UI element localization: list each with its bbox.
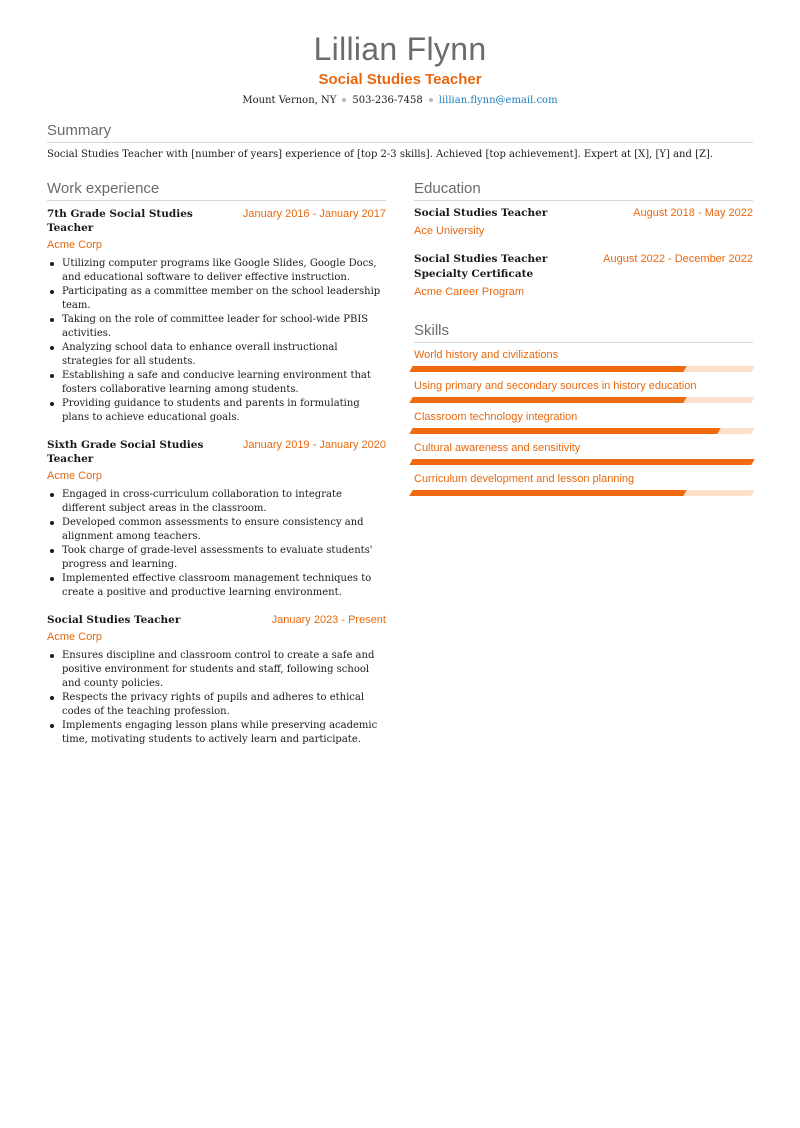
list-item: Engaged in cross-curriculum collaboration to integrate different subject areas in the classroom. xyxy=(47,488,386,516)
job-title: 7th Grade Social Studies Teacher xyxy=(47,208,193,234)
skill-item xyxy=(414,470,753,496)
skill-level-bar xyxy=(411,428,753,434)
skills-heading: Skills xyxy=(414,321,753,343)
education-school: Ace University xyxy=(414,225,485,237)
separator-dot-icon xyxy=(429,98,433,102)
right-column xyxy=(414,179,753,496)
work-experience-section xyxy=(47,179,386,747)
skill-item xyxy=(414,346,753,372)
resume-header xyxy=(0,30,800,108)
skill-name: World history and civilizations xyxy=(414,349,559,361)
job-company: Acme Corp xyxy=(47,470,103,482)
skill-item xyxy=(414,439,753,465)
list-item: Taking on the role of committee leader for school-wide PBIS activities. xyxy=(47,313,386,341)
contact-line xyxy=(0,94,800,108)
location-text: Mount Vernon, NY xyxy=(242,95,337,106)
list-item: Developed common assessments to ensure consistency and alignment among teachers. xyxy=(47,516,386,544)
skill-level-fill xyxy=(409,428,720,434)
separator-dot-icon xyxy=(342,98,346,102)
list-item: Establishing a safe and conducive learning environment that fosters collaborative learning among students. xyxy=(47,369,386,397)
education-dates: August 2018 - May 2022 xyxy=(633,207,753,219)
job-dates: January 2023 - Present xyxy=(271,614,386,626)
skill-name: Curriculum development and lesson planning xyxy=(414,473,635,485)
skill-item xyxy=(414,408,753,434)
skill-item xyxy=(414,377,753,403)
education-entry xyxy=(414,252,753,299)
summary-section xyxy=(47,121,753,162)
skill-level-fill xyxy=(409,459,754,465)
work-experience-heading: Work experience xyxy=(47,179,386,201)
candidate-title: Social Studies Teacher xyxy=(318,71,482,88)
skill-level-bar xyxy=(411,366,753,372)
skill-level-bar xyxy=(411,459,753,465)
job-title: Sixth Grade Social Studies Teacher xyxy=(47,439,204,465)
job-company: Acme Corp xyxy=(47,631,103,643)
job-dates: January 2019 - January 2020 xyxy=(242,439,386,451)
job-company: Acme Corp xyxy=(47,239,103,251)
skill-level-fill xyxy=(409,397,686,403)
education-heading: Education xyxy=(414,179,753,201)
skill-level-bar xyxy=(411,397,753,403)
summary-text: Social Studies Teacher with [number of years] experience of [top 2-3 skills]. Achieved [top achievement]. Expert at [X], [Y] and [Z]. xyxy=(47,149,714,160)
skill-name: Classroom technology integration xyxy=(414,411,578,423)
job-bullets xyxy=(47,257,386,425)
education-dates: August 2022 - December 2022 xyxy=(603,253,753,265)
education-entry xyxy=(414,206,753,238)
phone-text: 503-236-7458 xyxy=(352,95,423,106)
list-item: Implemented effective classroom management techniques to create a positive and productive learning environment. xyxy=(47,572,386,600)
skill-level-fill xyxy=(409,490,686,496)
skill-name: Using primary and secondary sources in history education xyxy=(414,380,697,392)
skill-level-bar xyxy=(411,490,753,496)
list-item: Participating as a committee member on the school leadership team. xyxy=(47,285,386,313)
job-bullets xyxy=(47,488,386,600)
education-school: Acme Career Program xyxy=(414,286,525,298)
job-dates: January 2016 - January 2017 xyxy=(242,208,386,220)
list-item: Implements engaging lesson plans while preserving academic time, motivating students to actively learn and participate. xyxy=(47,719,386,747)
list-item: Took charge of grade-level assessments to evaluate students' progress and learning. xyxy=(47,544,386,572)
candidate-name: Lillian Flynn xyxy=(313,31,487,67)
email-link[interactable]: lillian.flynn@email.com xyxy=(438,95,558,106)
job-entry xyxy=(47,438,386,600)
list-item: Respects the privacy rights of pupils and adheres to ethical codes of the teaching profession. xyxy=(47,691,386,719)
job-title: Social Studies Teacher xyxy=(47,614,181,626)
summary-heading: Summary xyxy=(47,121,753,143)
job-entry xyxy=(47,207,386,425)
list-item: Analyzing school data to enhance overall instructional strategies for all students. xyxy=(47,341,386,369)
job-bullets xyxy=(47,649,386,747)
list-item: Providing guidance to students and parents in formulating plans to achieve educational goals. xyxy=(47,397,386,425)
skill-level-fill xyxy=(409,366,686,372)
list-item: Ensures discipline and classroom control to create a safe and positive environment for students and staff, following school and county policies. xyxy=(47,649,386,691)
skill-name: Cultural awareness and sensitivity xyxy=(414,442,581,454)
job-entry xyxy=(47,613,386,747)
list-item: Utilizing computer programs like Google Slides, Google Docs, and educational software to deliver effective instruction. xyxy=(47,257,386,285)
education-title: Social Studies Teacher xyxy=(414,207,548,219)
education-title: Social Studies Teacher Specialty Certificate xyxy=(414,253,548,280)
